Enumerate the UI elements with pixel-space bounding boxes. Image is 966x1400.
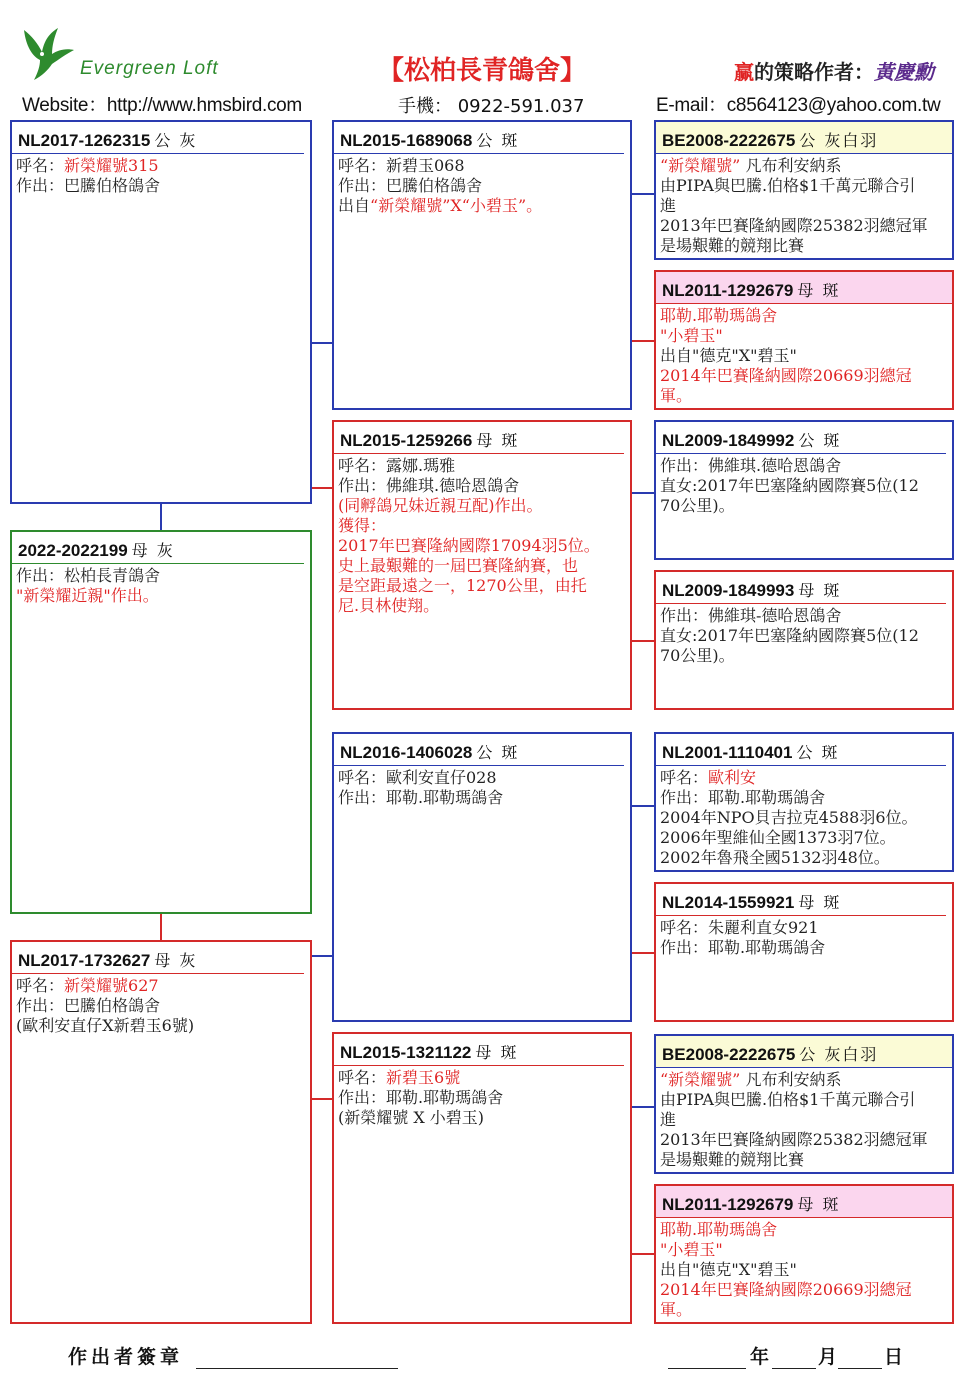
signature-label: 作出者簽章: [68, 1346, 184, 1368]
main-line-2: "新榮耀近親"作出。: [16, 586, 159, 605]
email-text[interactable]: E-mail：c8564123@yahoo.com.tw: [656, 95, 941, 116]
website-text[interactable]: Website：http://www.hmsbird.com: [22, 95, 302, 116]
sss-line-3: 進: [660, 196, 677, 215]
dss-card: [654, 732, 954, 872]
ddd-line-4: 2014年巴賽隆納國際20669羽總冠: [660, 1280, 912, 1299]
dam-ring: NL2017-1732627: [18, 951, 151, 970]
sss-line-4: 2013年巴賽隆納國際25382羽總冠軍: [660, 216, 928, 235]
dsd-line-2: 作出：耶勒.耶勒瑪鴿舍: [660, 938, 826, 957]
connector-sire-ss: [310, 342, 334, 344]
connector-sd-sdd: [630, 640, 654, 642]
connector-ss-ssd: [630, 340, 654, 342]
sd-line-2: 作出：佛維琪.德哈恩鴿舍: [338, 476, 520, 495]
dsd-line-1: 呼名：朱麗利直女921: [660, 918, 819, 937]
dam-note: (歐利安直仔X新碧玉6號): [16, 1016, 195, 1035]
dd-line-3: (新榮耀號 X 小碧玉): [338, 1108, 485, 1127]
signature-line[interactable]: [196, 1368, 398, 1369]
sds-sex: 公 斑: [798, 431, 842, 450]
dam-name-label: 呼名：: [16, 976, 65, 995]
ddd-line-1: 耶勒.耶勒瑪鴿舍: [660, 1220, 778, 1239]
ddd-line-3: 出自"德克"X"碧玉": [660, 1260, 797, 1279]
dd-name-label: 呼名：: [338, 1068, 387, 1087]
ssd-line-5: 軍。: [660, 386, 693, 405]
dds-line-5: 是場艱難的競翔比賽: [660, 1150, 805, 1169]
dss-line-4: 2006年聖維仙全國1373羽7位。: [660, 828, 896, 847]
sire-name: 新榮耀號315: [64, 156, 159, 175]
ss-line-1: 呼名：新碧玉068: [338, 156, 465, 175]
ddd-card: [654, 1184, 954, 1324]
sdd-line-1: 作出：佛維琪-德哈恩鴿舍: [660, 606, 842, 625]
sd-red-2: 獲得：: [338, 516, 387, 535]
dds-line-1a: “新榮耀號”: [660, 1070, 741, 1089]
sss-line-1a: “新榮耀號”: [660, 156, 741, 175]
dsd-sex: 母 斑: [798, 893, 842, 912]
dds-line-3: 進: [660, 1110, 677, 1129]
ssd-line-2: "小碧玉": [660, 326, 723, 345]
connector-dd-ddd: [630, 1253, 654, 1255]
connector-dam-dd: [310, 1098, 334, 1100]
sd-red-3: 2017年巴賽隆納國際17094羽5位。: [338, 536, 600, 555]
dss-line-2: 作出：耶勒.耶勒瑪鴿舍: [660, 788, 826, 807]
ddd-line-2: "小碧玉": [660, 1240, 723, 1259]
day-blank[interactable]: [838, 1368, 882, 1369]
connector-ds-dsd: [630, 952, 654, 954]
dam-card: [10, 940, 312, 1324]
sds-ring: NL2009-1849992: [662, 431, 795, 450]
year-blank[interactable]: [668, 1368, 746, 1369]
main-line-1: 作出：松柏長青鴿舍: [16, 566, 161, 585]
sds-line-2: 直女:2017年巴塞隆納國際賽5位(12: [660, 476, 919, 495]
sdd-ring: NL2009-1849993: [662, 581, 795, 600]
sds-line-3: 70公里)。: [660, 496, 735, 515]
connector-dd-dds: [630, 1106, 654, 1108]
year-label: 年: [750, 1346, 770, 1368]
sire-name-label: 呼名：: [16, 156, 65, 175]
dsd-ring: NL2014-1559921: [662, 893, 795, 912]
sds-card: [654, 420, 954, 560]
dd-ring: NL2015-1321122: [340, 1043, 472, 1062]
dsd-card: [654, 882, 954, 1022]
sss-ring: BE2008-2222675: [662, 131, 796, 150]
ddd-line-5: 軍。: [660, 1300, 693, 1319]
sd-red-4: 史上最艱難的一屆巴賽隆納賽，也: [338, 556, 579, 575]
sss-sex: 公 灰白羽: [799, 131, 879, 150]
author-line: [734, 56, 934, 85]
dam-header: [12, 942, 304, 974]
ds-line-1: 呼名：歐利安直仔028: [338, 768, 497, 787]
sd-ring: NL2015-1259266: [340, 431, 473, 450]
dd-name: 新碧玉6號: [386, 1068, 461, 1087]
sdd-card: [654, 570, 954, 710]
dam-name: 新榮耀號627: [64, 976, 159, 995]
ssd-ring: NL2011-1292679: [662, 281, 794, 300]
connector-dam-ds: [310, 955, 334, 957]
sds-line-1: 作出：佛維琪.德哈恩鴿舍: [660, 456, 842, 475]
brand-name: Evergreen Loft: [80, 58, 219, 79]
sss-line-2: 由PIPA與巴騰.伯格$1千萬元聯合引: [660, 176, 916, 195]
ssd-sex: 母 斑: [797, 281, 841, 300]
dss-line-3: 2004年NPO貝吉拉克4588羽6位。: [660, 808, 918, 827]
month-label: 月: [818, 1346, 838, 1368]
day-label: 日: [884, 1346, 904, 1368]
ssd-line-3: 出自"德克"X"碧玉": [660, 346, 797, 365]
ddd-sex: 母 斑: [797, 1195, 841, 1214]
sdd-line-3: 70公里)。: [660, 646, 735, 665]
dss-name: 歐利安: [708, 768, 757, 787]
ds-ring: NL2016-1406028: [340, 743, 473, 762]
sss-line-5: 是場艱難的競翔比賽: [660, 236, 805, 255]
ss-card: [332, 120, 632, 410]
dds-sex: 公 灰白羽: [799, 1045, 879, 1064]
main-card: [10, 530, 312, 914]
author-name: 黃慶勳: [874, 60, 934, 84]
dd-sex: 母 斑: [475, 1043, 519, 1062]
ss-line-3c: 。: [526, 196, 543, 215]
dss-ring: NL2001-1110401: [662, 743, 793, 762]
sire-ring: NL2017-1262315: [18, 131, 151, 150]
sire-sex: 公 灰: [154, 131, 198, 150]
loft-title: 【松柏長青鴿舍】: [378, 56, 587, 86]
sss-card: [654, 120, 954, 260]
dds-line-4: 2013年巴賽隆納國際25382羽總冠軍: [660, 1130, 928, 1149]
dds-card: [654, 1034, 954, 1174]
ds-sex: 公 斑: [476, 743, 520, 762]
main-header: [12, 532, 304, 564]
sire-bred-by: 作出：巴騰伯格鴿舍: [16, 176, 161, 195]
author-mid: 的策略作者：: [754, 60, 874, 84]
sdd-line-2: 直女:2017年巴塞隆納國際賽5位(12: [660, 626, 919, 645]
phone-text: 手機： 0922-591.037: [398, 96, 585, 117]
ss-line-2: 作出：巴騰伯格鴿舍: [338, 176, 483, 195]
ssd-line-4: 2014年巴賽隆納國際20669羽總冠: [660, 366, 912, 385]
ssd-line-1: 耶勒.耶勒瑪鴿舍: [660, 306, 778, 325]
dss-name-label: 呼名：: [660, 768, 709, 787]
logo-dove-icon: [18, 22, 78, 82]
connector-ss-sss: [630, 193, 654, 195]
sire-header: [12, 122, 304, 154]
month-blank[interactable]: [772, 1368, 816, 1369]
dss-line-5: 2002年魯飛全國5132羽48位。: [660, 848, 890, 867]
sd-red-6: 尼.貝林使翔。: [338, 596, 440, 615]
sire-card: [10, 120, 312, 504]
ddd-ring: NL2011-1292679: [662, 1195, 794, 1214]
sd-sex: 母 斑: [476, 431, 520, 450]
ss-sex: 公 斑: [476, 131, 520, 150]
dds-line-1b: 凡布利安納系: [745, 1070, 842, 1089]
connector-ds-dss: [630, 805, 654, 807]
ss-line-3b: “新榮耀號”X“小碧玉”: [370, 196, 527, 215]
main-ring: 2022-2022199: [18, 541, 128, 560]
dam-sex: 母 灰: [154, 951, 198, 970]
sd-red-5: 是空距最遠之一，1270公里，由托: [338, 576, 587, 595]
dam-bred-by: 作出：巴騰伯格鴿舍: [16, 996, 161, 1015]
ss-line-3a: 出自: [338, 196, 371, 215]
connector-sire-sd: [310, 487, 334, 489]
connector-main-dam: [160, 912, 162, 940]
dd-line-2: 作出：耶勒.耶勒瑪鴿舍: [338, 1088, 504, 1107]
connector-sire-main: [160, 502, 162, 530]
sdd-sex: 母 斑: [798, 581, 842, 600]
dds-line-2: 由PIPA與巴騰.伯格$1千萬元聯合引: [660, 1090, 916, 1109]
author-prefix: 赢: [734, 60, 754, 84]
dss-sex: 公 斑: [796, 743, 840, 762]
sd-card: [332, 420, 632, 710]
ds-line-2: 作出：耶勒.耶勒瑪鴿舍: [338, 788, 504, 807]
ds-card: [332, 732, 632, 1022]
dd-card: [332, 1032, 632, 1324]
ss-ring: NL2015-1689068: [340, 131, 473, 150]
sss-line-1b: 凡布利安納系: [745, 156, 842, 175]
main-sex: 母 灰: [131, 541, 175, 560]
sd-red-1: (同孵鴿兄妹近親互配)作出。: [338, 496, 543, 515]
dds-ring: BE2008-2222675: [662, 1045, 796, 1064]
ssd-card: [654, 270, 954, 410]
connector-sd-sds: [630, 492, 654, 494]
sd-line-1: 呼名：露娜.瑪雅: [338, 456, 456, 475]
